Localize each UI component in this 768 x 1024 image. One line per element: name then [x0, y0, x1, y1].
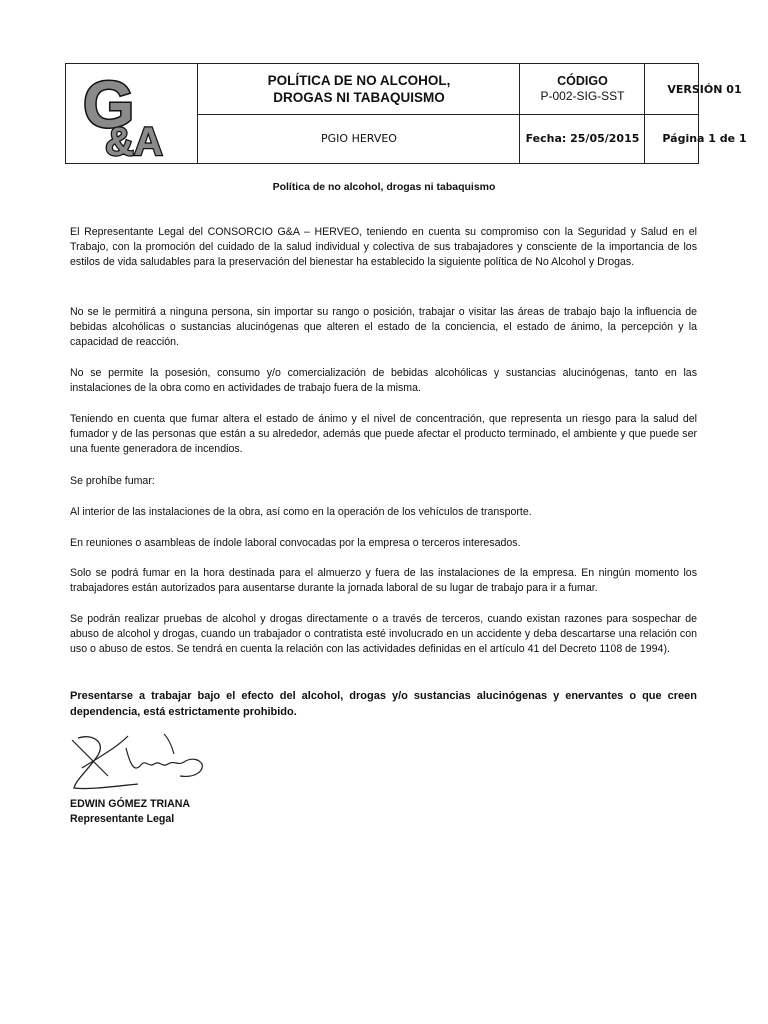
paragraph-possession: No se permite la posesión, consumo y/o comercialización de bebidas alcohólicas y sustancias alucinógenas, tanto en las instalaciones de la obra como en actividades de trabajo fuera de la misma. — [70, 367, 697, 395]
code-cell — [520, 64, 645, 114]
page-number-cell — [645, 114, 764, 163]
document-header — [65, 63, 747, 164]
code-label: CÓDIGO — [557, 74, 608, 88]
version-label: VERSIÓN 01 — [667, 82, 742, 96]
handwritten-signature — [68, 728, 218, 798]
paragraph-prohibition: No se le permitirá a ninguna persona, sin importar su rango o posición, trabajar o visitar las áreas de trabajo bajo la influencia de bebidas alcohólicas o sustancias alucinógenas que alteren el estado de la conciencia, el estado de ánimo, la percepción y la capacidad de reacción. — [70, 306, 697, 349]
paragraph-facilities: Al interior de las instalaciones de la obra, así como en la operación de los vehículos de transporte. — [70, 506, 532, 518]
paragraph-lunch: Solo se podrá fumar en la hora destinada para el almuerzo y fuera de las instalaciones de la empresa. En ningún momento los trabajadores están autorizados para ausentarse durante la jornada laboral de su lugar de trabajo para ir a fumar. — [70, 567, 697, 595]
code-value: P-002-SIG-SST — [540, 89, 625, 103]
policy-title-line2: DROGAS NI TABAQUISMO — [273, 90, 445, 105]
paragraph-meetings: En reuniones o asambleas de índole laboral convocadas por la empresa o terceros interesados. — [70, 537, 521, 549]
date-cell — [520, 114, 645, 163]
document-date: Fecha: 25/05/2015 — [525, 132, 640, 145]
signer-role: Representante Legal — [70, 813, 175, 825]
closing-statement: Presentarse a trabajar bajo el efecto del alcohol, drogas y/o sustancias alucinógenas y enervantes o que creen dependencia, está estrictamente prohibido. — [70, 690, 697, 718]
paragraph-smoking: Teniendo en cuenta que fumar altera el estado de ánimo y el nivel de concentración, que representa un riesgo para la salud del fumador y de las personas que están a su alrededor, además que puede afectar el producto terminado, el ambiente y que puede ser una fuente generadora de incendios. — [70, 413, 697, 456]
paragraph-smoking-ban: Se prohíbe fumar: — [70, 475, 155, 487]
signer-name: EDWIN GÓMEZ TRIANA — [70, 798, 191, 810]
ga-logo-icon — [77, 69, 187, 159]
policy-title-line1: POLÍTICA DE NO ALCOHOL, — [267, 73, 451, 88]
policy-title-cell — [198, 64, 520, 114]
page-number: Página 1 de 1 — [662, 132, 747, 145]
svg-text:&A: &A — [105, 119, 163, 159]
project-cell — [198, 114, 520, 163]
version-cell — [645, 64, 764, 114]
svg-text:G: G — [83, 68, 135, 141]
company-logo — [66, 64, 198, 163]
project-name: PGIO HERVEO — [321, 132, 397, 145]
document-title: Política de no alcohol, drogas ni tabaquismo — [272, 181, 496, 193]
paragraph-intro: El Representante Legal del CONSORCIO G&A – HERVEO, teniendo en cuenta su compromiso con la Seguridad y Salud en el Trabajo, con la promoción del cuidado de la salud individual y colectiva de sus trabajadores y consciente de la importancia de los estilos de vida saludables para la preservación del bienestar ha establecido la siguiente política de No Alcohol y Drogas. — [70, 226, 697, 269]
paragraph-testing: Se podrán realizar pruebas de alcohol y drogas directamente o a través de terceros, cuando existan razones para sospechar de abuso de alcohol y drogas, cuando un trabajador o contratista esté involucrado en un accidente y deba descartarse una relación con uso o abuso de estos. Se tendrá en cuenta la relación con las actividades definidas en el artículo 41 del Decreto 1108 de 1994). — [70, 613, 697, 656]
